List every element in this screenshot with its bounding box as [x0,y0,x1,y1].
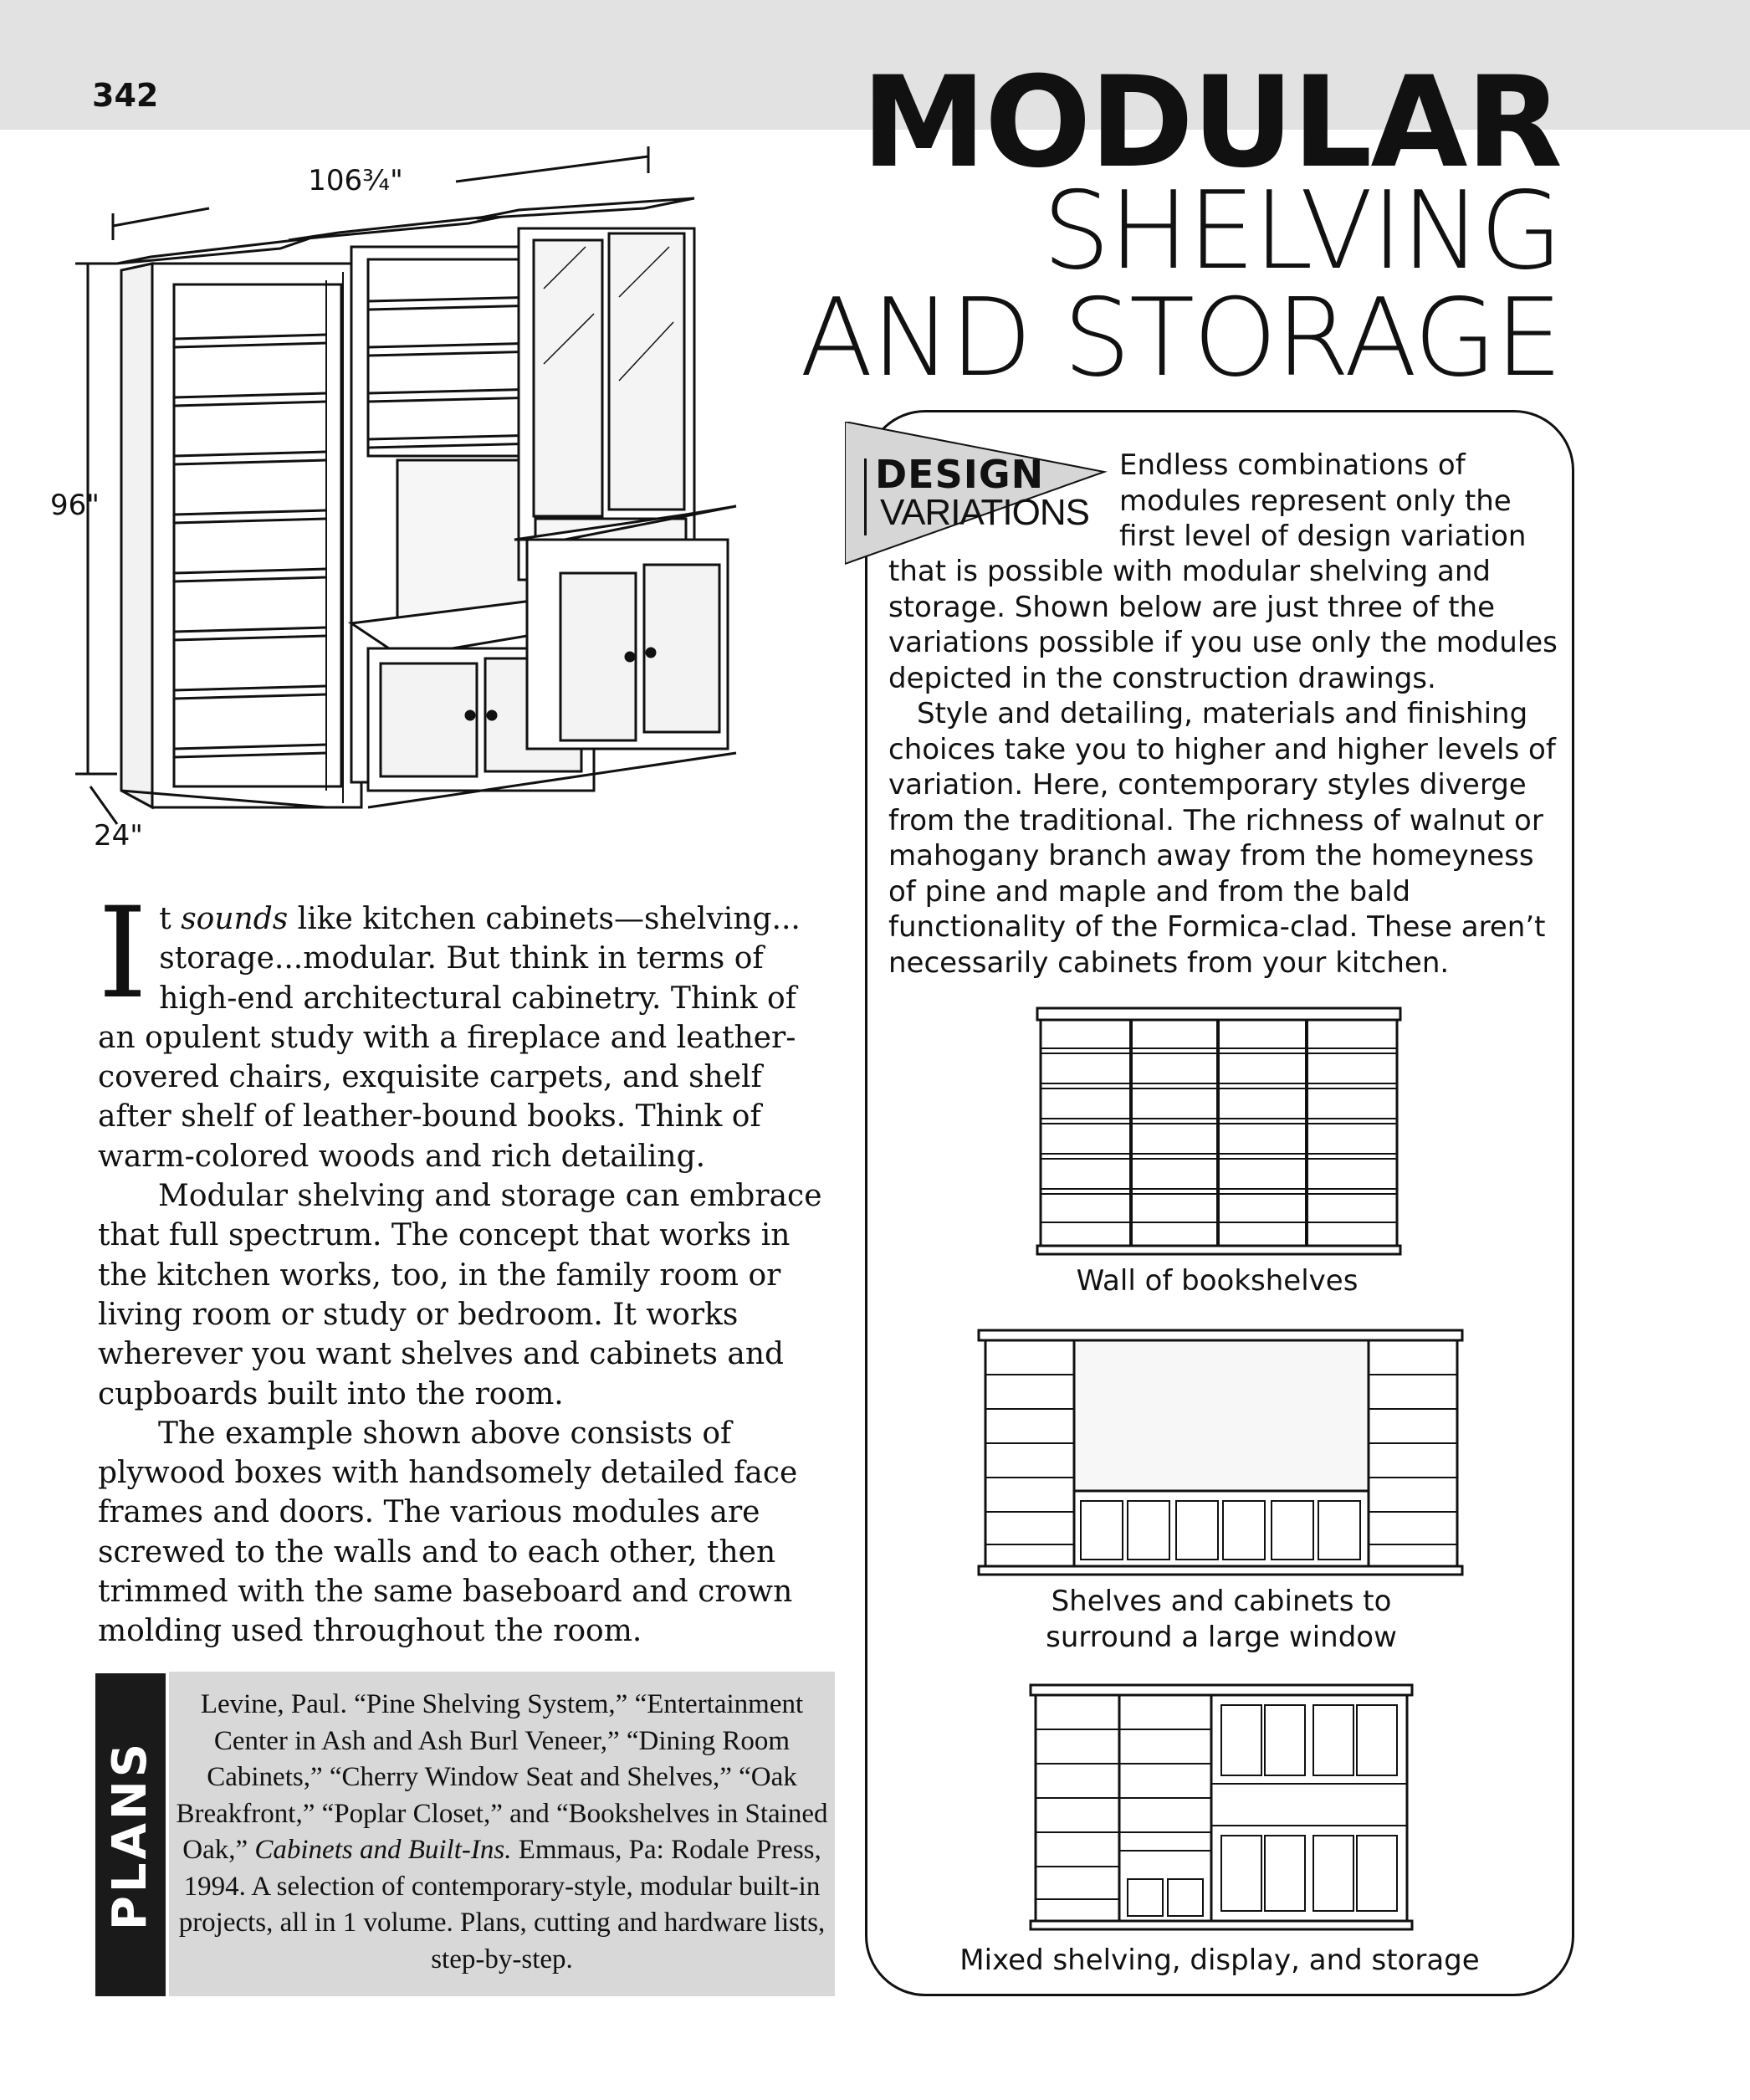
mixed-shelving-drawing [1029,1683,1414,1934]
title-line-2: SHELVING [1042,169,1561,294]
modular-shelving-illustration [50,146,803,874]
plans-tab-label: PLANS [103,1739,158,1930]
title-line-3: AND STORAGE [800,276,1561,401]
window-surround-drawing [977,1329,1464,1580]
title-line-1: MODULAR [861,50,1561,196]
body-text [98,881,834,1652]
height-dimension-label: 96" [50,489,100,522]
body-paragraph-1: It sounds like kitchen cabinets—shelving... storage...modular. But think in terms of high-end architectural cabinetry. Think of an opulent study with a fireplace and leather-covered chairs, exquisite carpets, and shelf after shelf of leather-bound books. Think of warm-colored woods and rich detailing. [98,881,801,1174]
variations-heading: VARIATIONS [880,492,1089,533]
body-paragraph-2: Modular shelving and storage can embrace that full spectrum. The concept that works in the kitchen works, too, in the family room or living room or study or bedroom. It works wherever you want shelves and cabinets and cupboards built into the room. [98,1179,822,1411]
body-paragraph-3: The example shown above consists of plywood boxes with handsomely detailed face frames and doors. The various modules are screwed to the walls and to each other, then trimmed with the same baseboard and crown molding used throughout the room. [98,1416,798,1649]
sidebar-lead-text: Endless combinations of modules represent only the first level of design variation [1119,448,1527,553]
figure-caption-1: Wall of bookshelves [1076,1264,1359,1298]
plans-text: Levine, Paul. “Pine Shelving System,” “Entertainment Center in Ash and Ash Burl Veneer,” “Dining Room Cabinets,” “Cherry Window Seat and Shelves,” “Oak Breakfront,” “Poplar Closet,” and “Bookshelves in Stained Oak,” Cabinets and Built-Ins. Emmaus, Pa: Rodale Press, 1994. A selection of contemporary-style, modular built-in projects, all in 1 volume. Plans, cutting and hardware lists, step-by-step. [176,1689,828,1975]
heading-rule [864,458,867,535]
width-dimension-label: 106¾" [308,164,403,197]
page-number: 342 [92,77,159,114]
figure-caption-3: Mixed shelving, display, and storage [959,1944,1480,1977]
sidebar-body-text: that is possible with modular shelving and storage. Shown below are just three of the variations possible if you use only the modules depicted in the construction drawings. Style and detailing, materials and finishing choices take you to higher and higher levels of variation. Here, contemporary styles diverge from the traditional. The richness of walnut or mahogany branch away from the homeyness of pine and maple and from the bald functionality of the Formica-clad. These aren’t necessarily cabinets from your kitchen. [888,555,1558,980]
wall-of-bookshelves-drawing [1036,1006,1404,1257]
depth-dimension-label: 24" [94,819,143,853]
design-heading: DESIGN [875,452,1045,497]
drop-cap: I [98,881,148,1027]
figure-caption-2: Shelves and cabinets to surround a large window [1046,1585,1397,1654]
